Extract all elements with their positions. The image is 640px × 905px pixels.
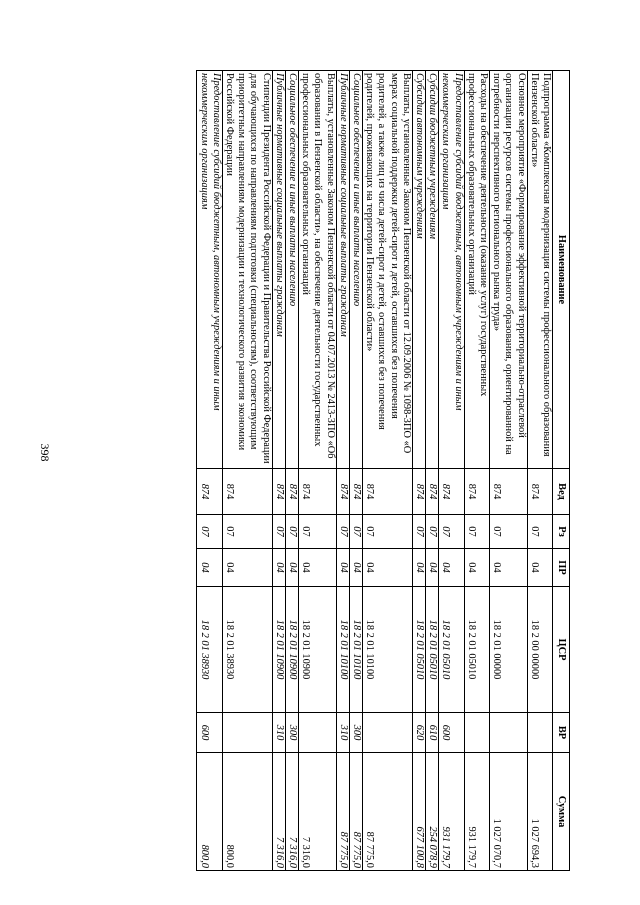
table-row (527, 71, 552, 871)
cell-ved: 874 (425, 469, 438, 515)
cell-sum: 800,0 (197, 753, 222, 871)
cell-csr: 18 2 01 10100 (362, 587, 412, 713)
cell-pr: 04 (336, 549, 349, 587)
cell-pr: 04 (439, 549, 464, 587)
cell-rz: 07 (272, 515, 285, 549)
cell-rz: 07 (439, 515, 464, 549)
table-row (464, 71, 489, 871)
cell-ved: 874 (285, 469, 298, 515)
budget-table-wrapper (196, 70, 570, 870)
cell-ved: 874 (336, 469, 349, 515)
table-row (285, 71, 298, 871)
cell-csr: 18 2 01 38930 (197, 587, 222, 713)
cell-sum: 7 316,0 (285, 753, 298, 871)
cell-name: Социальное обеспечение и иные выплаты населению (349, 71, 362, 469)
header-ved: Вед (553, 469, 570, 515)
cell-rz: 07 (285, 515, 298, 549)
cell-rz: 07 (527, 515, 552, 549)
table-row (425, 71, 438, 871)
cell-name: Выплаты, установленные Законом Пензенской области от 12.09.2006 № 1098-ЗПО «О мерах социальной поддержки детей-сирот и детей, оставшихся без попечения родителей, а также лиц из числа детей-сирот и детей, оставшихся без попечения родителей, проживающих на территории Пензенской области» (362, 71, 412, 469)
table-row (222, 71, 272, 871)
cell-vr: 620 (412, 713, 425, 753)
cell-csr: 18 2 01 10900 (298, 587, 336, 713)
table-row (412, 71, 425, 871)
page-number: 398 (38, 443, 52, 462)
header-vr: ВР (553, 713, 570, 753)
cell-pr: 04 (222, 549, 272, 587)
cell-csr: 18 2 01 00000 (489, 587, 527, 713)
cell-vr (298, 713, 336, 753)
cell-pr: 04 (285, 549, 298, 587)
cell-sum: 87 775,0 (349, 753, 362, 871)
cell-sum: 87 775,0 (336, 753, 349, 871)
cell-ved: 874 (222, 469, 272, 515)
cell-ved: 874 (412, 469, 425, 515)
cell-pr: 04 (412, 549, 425, 587)
cell-rz: 07 (349, 515, 362, 549)
cell-csr: 18 2 00 00000 (527, 587, 552, 713)
header-name: Наименование (553, 71, 570, 469)
cell-rz: 07 (464, 515, 489, 549)
cell-vr: 610 (425, 713, 438, 753)
cell-rz: 07 (222, 515, 272, 549)
cell-vr (222, 713, 272, 753)
cell-vr: 600 (439, 713, 464, 753)
cell-rz: 07 (489, 515, 527, 549)
cell-pr: 04 (425, 549, 438, 587)
cell-name: Подпрограмма «Комплексная модернизация системы профессионального образования Пензенской области» (527, 71, 552, 469)
cell-ved: 874 (298, 469, 336, 515)
table-row (298, 71, 336, 871)
cell-name: Стипендии Президента Российской Федерации и Правительства Российской Федерации для обучающихся по направлениям подготовки (специальностям), соответствующим приоритетным направлениям модернизации и технологического развития экономики Российской Федерации (222, 71, 272, 469)
cell-rz: 07 (336, 515, 349, 549)
cell-csr: 18 2 01 05010 (425, 587, 438, 713)
table-row (439, 71, 464, 871)
cell-pr: 04 (464, 549, 489, 587)
cell-ved: 874 (439, 469, 464, 515)
cell-pr: 04 (489, 549, 527, 587)
cell-vr (527, 713, 552, 753)
cell-pr: 04 (272, 549, 285, 587)
cell-csr: 18 2 01 05010 (439, 587, 464, 713)
cell-sum: 254 078,9 (425, 753, 438, 871)
cell-sum: 931 179,7 (439, 753, 464, 871)
table-row (489, 71, 527, 871)
cell-rz: 07 (362, 515, 412, 549)
cell-name: Субсидии автономным учреждениям (412, 71, 425, 469)
header-sum: Сумма (553, 753, 570, 871)
table-row (272, 71, 285, 871)
cell-name: Предоставление субсидий бюджетным, автономным учреждениям и иным некоммерческим организациям (197, 71, 222, 469)
cell-rz: 07 (197, 515, 222, 549)
cell-sum: 7 316,0 (298, 753, 336, 871)
cell-name: Основное мероприятие «Формирование эффективной территориально-отраслевой организации ресурсов системы профессионального образования, ориентированной на потребности перспективного регионального рынка труда» (489, 71, 527, 469)
cell-csr: 18 2 01 10100 (349, 587, 362, 713)
cell-pr: 04 (298, 549, 336, 587)
cell-pr: 04 (197, 549, 222, 587)
cell-ved: 874 (527, 469, 552, 515)
cell-csr: 18 2 01 05010 (464, 587, 489, 713)
cell-sum: 7 316,0 (272, 753, 285, 871)
cell-rz: 07 (425, 515, 438, 549)
cell-vr: 300 (285, 713, 298, 753)
cell-name: Расходы на обеспечение деятельности (оказание услуг) государственных профессиональных образовательных организаций (464, 71, 489, 469)
cell-name: Публичные нормативные социальные выплаты гражданам (336, 71, 349, 469)
cell-vr: 310 (272, 713, 285, 753)
cell-sum: 87 775,0 (362, 753, 412, 871)
cell-name: Предоставление субсидий бюджетным, автономным учреждениям и иным некоммерческим организациям (439, 71, 464, 469)
cell-name: Социальное обеспечение и иные выплаты населению (285, 71, 298, 469)
cell-csr: 18 2 01 38930 (222, 587, 272, 713)
cell-rz: 07 (298, 515, 336, 549)
cell-pr: 04 (527, 549, 552, 587)
cell-csr: 18 2 01 10100 (336, 587, 349, 713)
cell-sum: 1 027 070,7 (489, 753, 527, 871)
cell-ved: 874 (464, 469, 489, 515)
cell-csr: 18 2 01 10900 (285, 587, 298, 713)
cell-ved: 874 (272, 469, 285, 515)
cell-vr: 600 (197, 713, 222, 753)
table-row (349, 71, 362, 871)
cell-ved: 874 (349, 469, 362, 515)
header-csr: ЦСР (553, 587, 570, 713)
cell-sum: 1 027 694,3 (527, 753, 552, 871)
cell-ved: 874 (197, 469, 222, 515)
cell-vr (464, 713, 489, 753)
cell-csr: 18 2 01 10900 (272, 587, 285, 713)
cell-vr: 310 (336, 713, 349, 753)
header-pr: ПР (553, 549, 570, 587)
cell-sum: 800,0 (222, 753, 272, 871)
budget-table (196, 70, 570, 871)
cell-sum: 677 100,8 (412, 753, 425, 871)
table-row (362, 71, 412, 871)
cell-name: Публичные нормативные социальные выплаты гражданам (272, 71, 285, 469)
cell-name: Субсидии бюджетным учреждениям (425, 71, 438, 469)
cell-vr (362, 713, 412, 753)
cell-vr (489, 713, 527, 753)
cell-ved: 874 (362, 469, 412, 515)
header-rz: Рз (553, 515, 570, 549)
table-row (197, 71, 222, 871)
cell-vr: 300 (349, 713, 362, 753)
table-row (336, 71, 349, 871)
cell-rz: 07 (412, 515, 425, 549)
cell-sum: 931 179,7 (464, 753, 489, 871)
cell-ved: 874 (489, 469, 527, 515)
cell-pr: 04 (349, 549, 362, 587)
cell-csr: 18 2 01 05010 (412, 587, 425, 713)
header-row (553, 71, 570, 871)
cell-pr: 04 (362, 549, 412, 587)
cell-name: Выплаты, установленные Законом Пензенской области от 04.07.2013 № 2413-ЗПО «Об образовании в Пензенской области», на обеспечение деятельности государственных профессиональных образовательных организаций (298, 71, 336, 469)
